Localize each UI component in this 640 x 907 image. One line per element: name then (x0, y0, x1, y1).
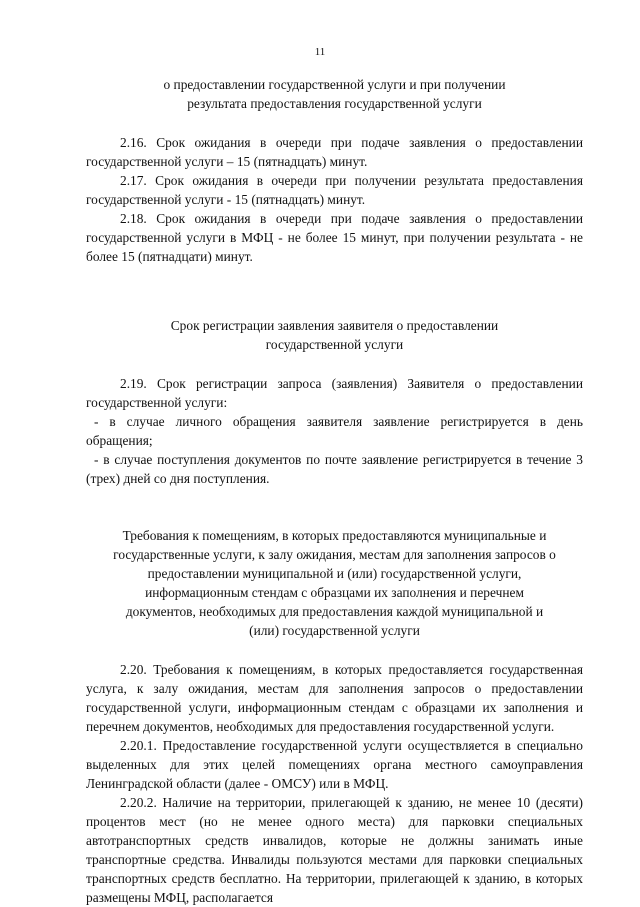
paragraph-2-17: 2.17. Срок ожидания в очереди при получении результата предоставления государственной услуги - 15 (пятнадцать) минут. (86, 173, 583, 207)
paragraph-2-20-2: 2.20.2. Наличие на территории, прилегающей к зданию, не менее 10 (десяти) процентов мест (но не менее одного места) для парковки специальных автотранспортных средств инвалидов, которые не должны занимать иные транспортные средства. Инвалиды пользуются местами для парковки специальных транспортных средств бесплатно. На территории, прилегающей к зданию, в которых размещены МФЦ, располагается (86, 795, 583, 905)
section-heading-line: государственные услуги, к залу ожидания, местам для заполнения запросов о (113, 547, 556, 562)
spacer (86, 488, 583, 526)
section-queue-wait-heading (86, 75, 583, 113)
paragraph-2-16: 2.16. Срок ожидания в очереди при подаче заявления о предоставлении государственной услуги – 15 (пятнадцать) минут. (86, 135, 583, 169)
section-heading-line: Требования к помещениям, в которых предоставляются муниципальные и (122, 528, 547, 543)
section-heading-line: Срок регистрации заявления заявителя о предоставлении (170, 318, 499, 333)
spacer (86, 113, 583, 133)
spacer (86, 354, 583, 374)
paragraph-2-20: 2.20. Требования к помещениям, в которых предоставляется государственная услуга, к залу ожидания, местам для заполнения запросов о предоставлении государственной услуги, информационным стендам с образцами их заполнения и перечнем документов, необходимых для предоставления государственной услуги. (86, 662, 583, 734)
list-item-postal-delivery: - в случае поступления документов по почте заявление регистрируется в течение 3 (трех) дней со дня поступления. (86, 452, 583, 486)
spacer (86, 266, 583, 316)
section-heading-line: документов, необходимых для предоставления каждой муниципальной и (125, 604, 544, 619)
document-body (86, 75, 583, 907)
paragraph-2-19: 2.19. Срок регистрации запроса (заявления) Заявителя о предоставлении государственной услуги: (86, 376, 583, 410)
paragraph-2-18: 2.18. Срок ожидания в очереди при подаче заявления о предоставлении государственной услуги в МФЦ - не более 15 минут, при получении результата - не более 15 (пятнадцати) минут. (86, 211, 583, 264)
section-registration-heading (86, 316, 583, 354)
list-item-personal-visit: - в случае личного обращения заявителя заявление регистрируется в день обращения; (86, 414, 583, 448)
spacer (86, 640, 583, 660)
paragraph-2-20-1: 2.20.1. Предоставление государственной услуги осуществляется в специально выделенных для этих целей помещениях органа местного самоуправления Ленинградской области (далее - ОМСУ) или в МФЦ. (86, 738, 583, 791)
section-heading-line: результата предоставления государственной услуги (187, 96, 482, 111)
section-heading-line: государственной услуги (265, 337, 404, 352)
section-heading-line: информационным стендам с образцами их заполнения и перечнем (145, 585, 524, 600)
section-heading-line: предоставлении муниципальной и (или) государственной услуги, (147, 566, 522, 581)
section-heading-line: о предоставлении государственной услуги и при получении (163, 77, 506, 92)
section-premises-heading (86, 526, 583, 640)
page-number: 11 (314, 46, 326, 58)
section-heading-line: (или) государственной услуги (249, 623, 420, 638)
